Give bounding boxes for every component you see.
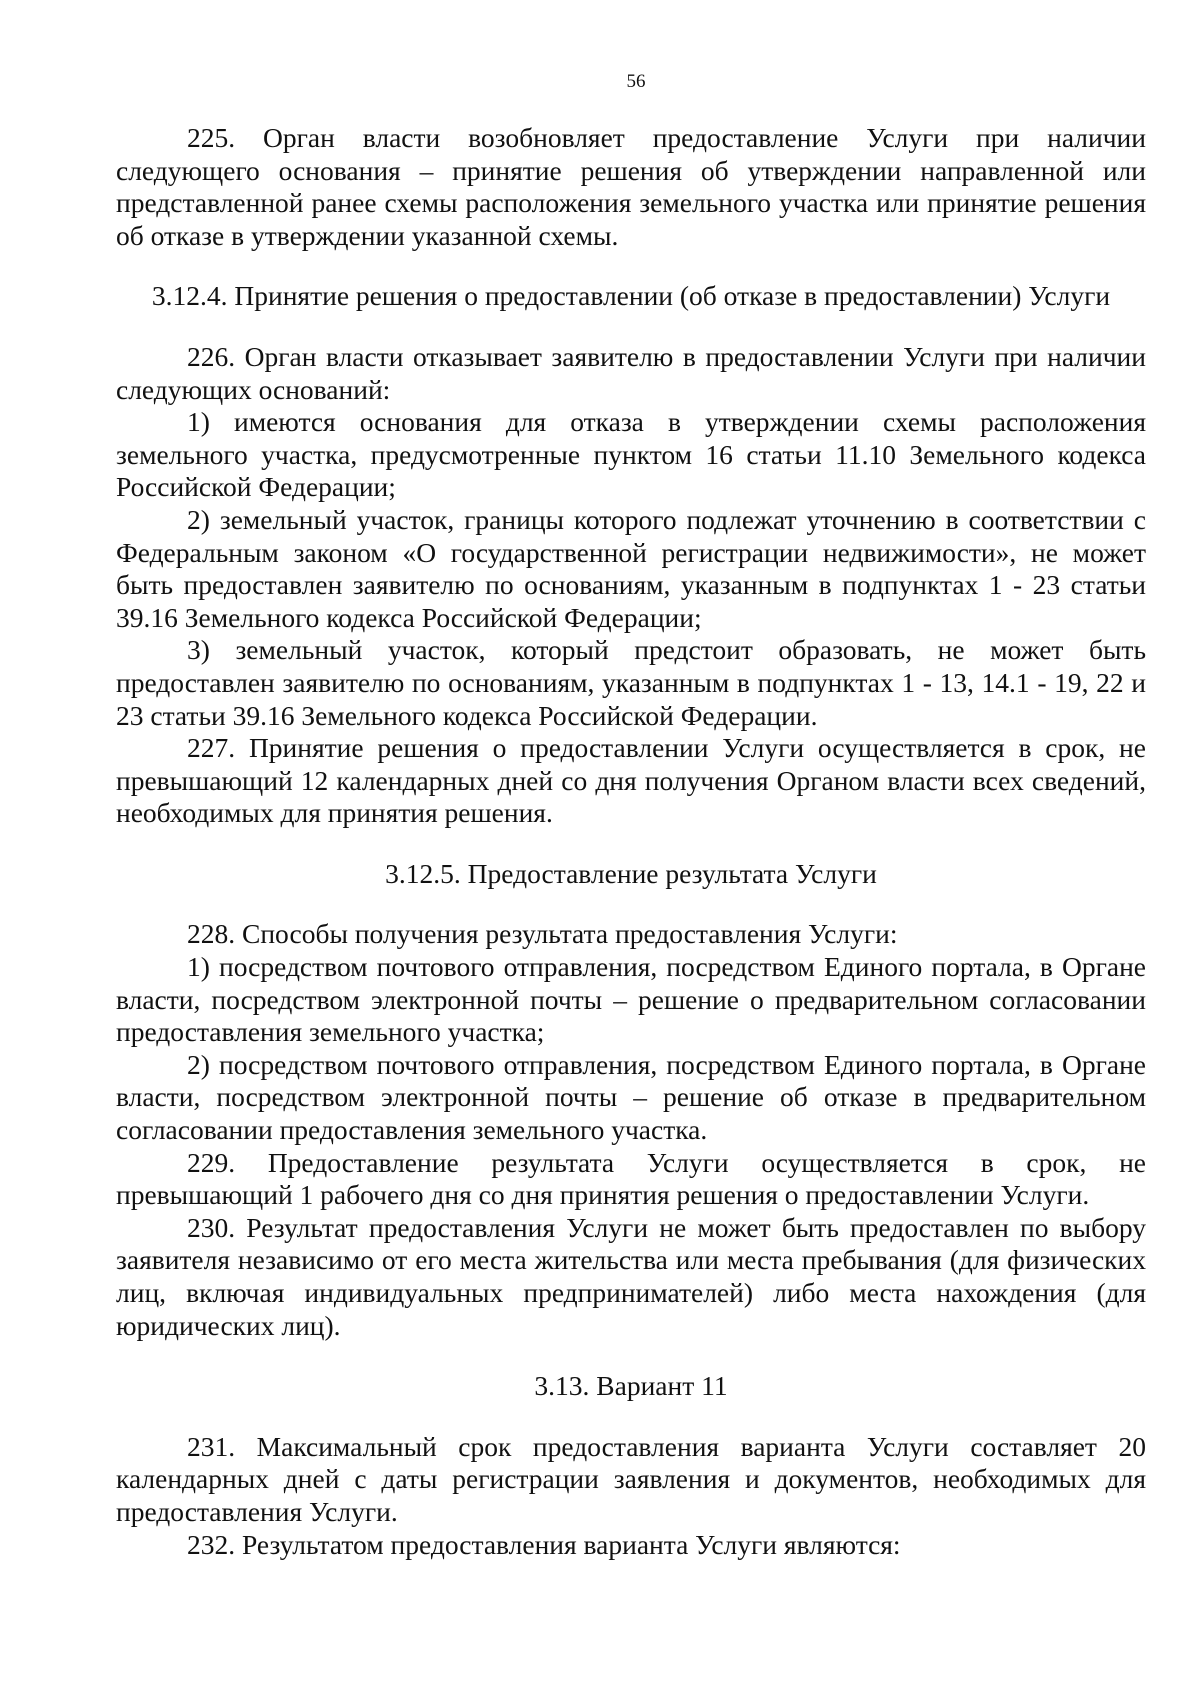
paragraph-227: 227. Принятие решения о предоставлении Услуги осуществляется в срок, не превышающий 12 календарных дней со дня получения Органом власти всех сведений, необходимых для принятия решения. — [116, 732, 1146, 829]
section-heading-3-12-4: 3.12.4. Принятие решения о предоставлении (об отказе в предоставлении) Услуги — [151, 280, 1111, 312]
paragraph-228: 228. Способы получения результата предоставления Услуги: — [187, 918, 898, 950]
paragraph-229: 229. Предоставление результата Услуги осуществляется в срок, не превышающий 1 рабочего дня со дня принятия решения о предоставлении Услуги. — [116, 1146, 1146, 1211]
paragraph-228-item-1: 1) посредством почтового отправления, посредством Единого портала, в Органе власти, посредством электронной почты – решение о предварительном согласовании предоставления земельного участка; — [116, 951, 1146, 1048]
section-heading-3-12-5: 3.12.5. Предоставление результата Услуги — [385, 857, 877, 889]
paragraph-232: 232. Результатом предоставления варианта Услуги являются: — [187, 1528, 901, 1560]
paragraph-225: 225. Орган власти возобновляет предоставление Услуги при наличии следующего основания – принятие решения об утверждении направленной или представленной ранее схемы расположения земельного участка или принятие решения об отказе в утверждении указанной схемы. — [116, 122, 1146, 251]
paragraph-228-item-2: 2) посредством почтового отправления, посредством Единого портала, в Органе власти, посредством электронной почты – решение об отказе в предварительном согласовании предоставления земельного участка. — [116, 1048, 1146, 1146]
paragraph-230: 230. Результат предоставления Услуги не может быть предоставлен по выбору заявителя независимо от его места жительства или места пребывания (для физических лиц, включая индивидуальных предпринимателей) либо места нахождения (для юридических лиц). — [116, 1211, 1146, 1341]
section-heading-3-13: 3.13. Вариант 11 — [534, 1370, 728, 1402]
paragraph-226-item-2: 2) земельный участок, границы которого подлежат уточнению в соответствии с Федеральным законом «О государственной регистрации недвижимости», не может быть предоставлен заявителю по основаниям, указанным в подпунктах 1 - 23 статьи 39.16 Земельного кодекса Российской Федерации; — [116, 503, 1146, 633]
paragraph-226-item-1: 1) имеются основания для отказа в утверждении схемы расположения земельного участка, предусмотренные пунктом 16 статьи 11.10 Земельного кодекса Российской Федерации; — [116, 406, 1146, 503]
paragraph-226: 226. Орган власти отказывает заявителю в предоставлении Услуги при наличии следующих оснований: — [116, 340, 1146, 405]
page-number: 56 — [626, 71, 646, 92]
paragraph-226-item-3: 3) земельный участок, который предстоит образовать, не может быть предоставлен заявителю по основаниям, указанным в подпунктах 1 - 13, 14.1 - 19, 22 и 23 статьи 39.16 Земельного кодекса Российской Федерации. — [116, 634, 1146, 731]
document-page — [116, 70, 1146, 1561]
paragraph-231: 231. Максимальный срок предоставления варианта Услуги составляет 20 календарных дней с даты регистрации заявления и документов, необходимых для предоставления Услуги. — [116, 1430, 1146, 1527]
